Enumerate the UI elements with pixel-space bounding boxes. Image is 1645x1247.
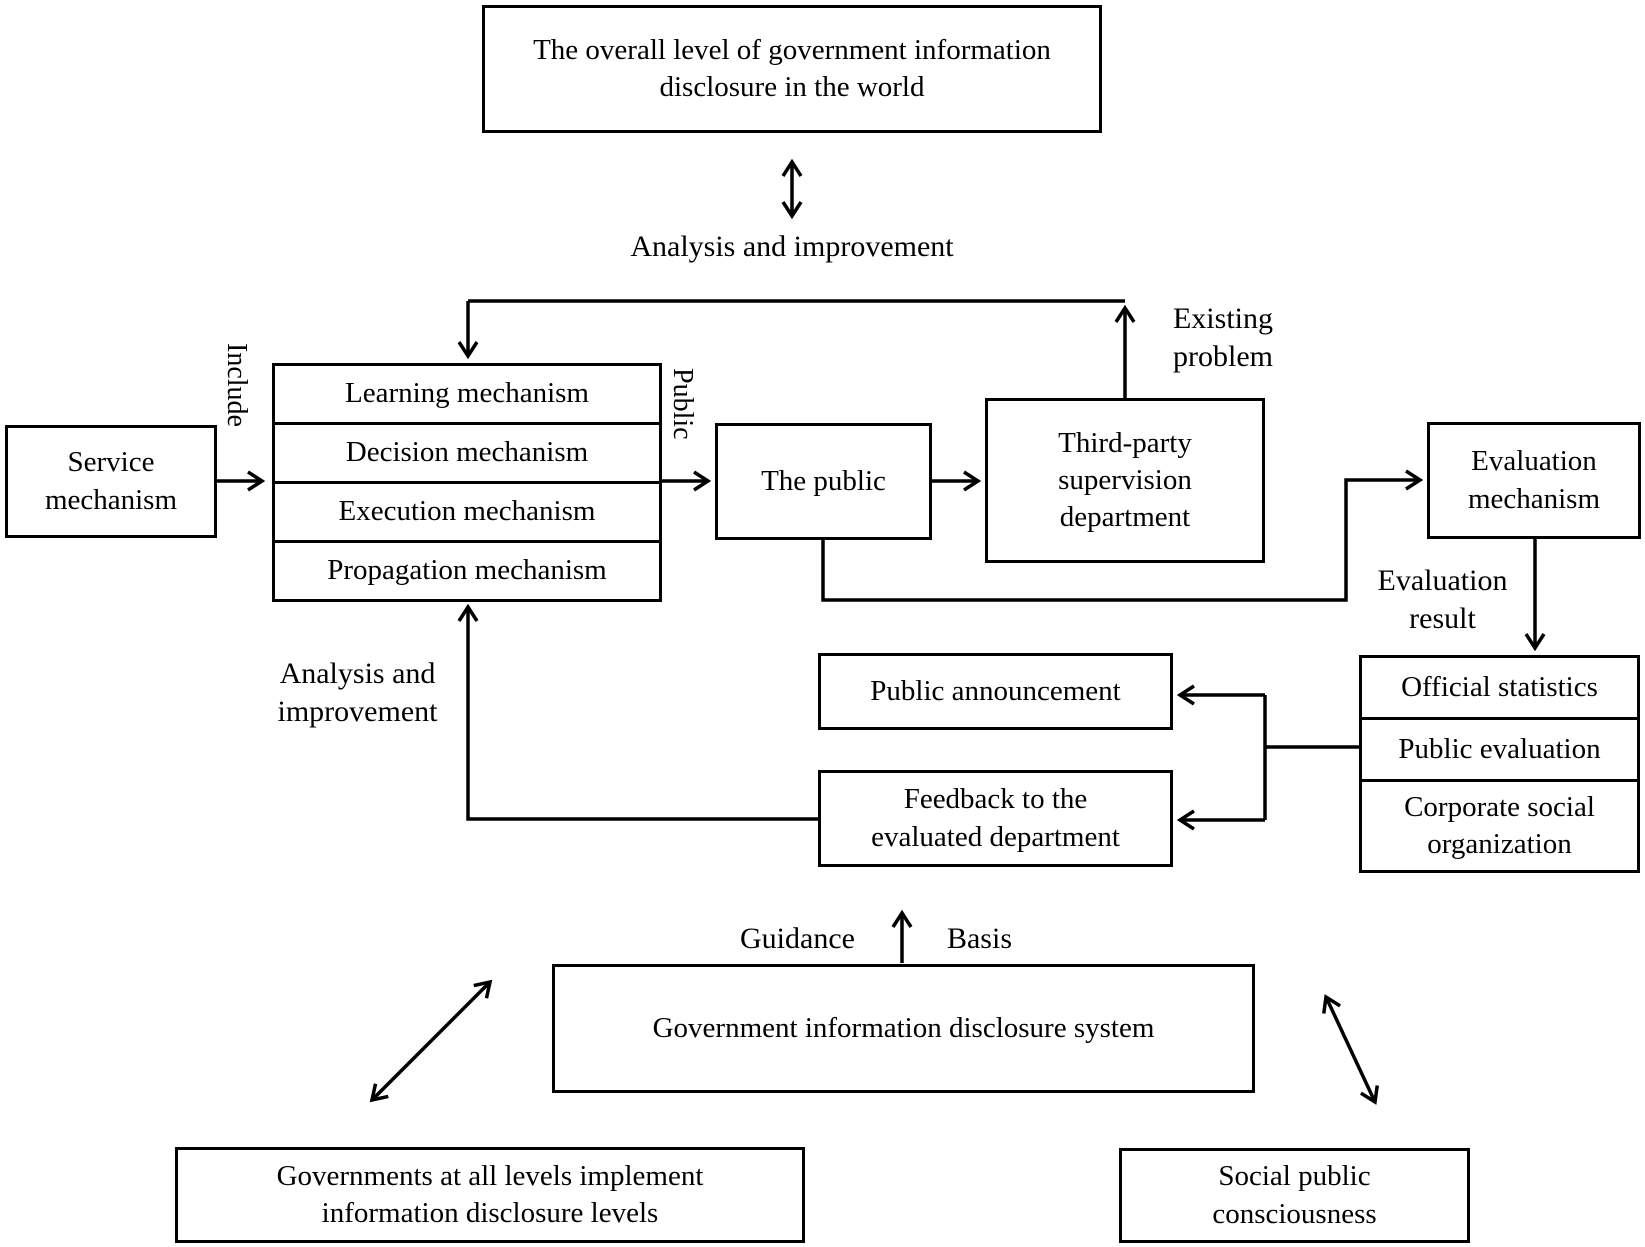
line-stats-connector bbox=[1265, 695, 1359, 820]
box-feedback-evaluated bbox=[818, 770, 1173, 867]
label-analysis-improvement-left: Analysis and improvement bbox=[277, 657, 438, 728]
label-analysis-improvement-top: Analysis and improvement bbox=[630, 230, 954, 263]
box-public-evaluation bbox=[1359, 717, 1640, 782]
box-learning-mechanism-text: Learning mechanism bbox=[345, 377, 589, 410]
box-feedback-evaluated-text: Feedback to the evaluated department bbox=[871, 783, 1120, 853]
box-propagation-mechanism-text: Propagation mechanism bbox=[327, 554, 607, 587]
arrow-diagonal-left bbox=[372, 982, 490, 1100]
box-gov-system bbox=[552, 964, 1255, 1093]
box-overall-level-text: The overall level of government information disclosure in the world bbox=[533, 33, 1051, 103]
box-execution-mechanism bbox=[272, 481, 662, 543]
box-public-announcement-text: Public announcement bbox=[870, 674, 1121, 707]
box-governments-all-levels bbox=[175, 1147, 805, 1243]
label-public: Public bbox=[667, 368, 698, 440]
box-service-mechanism bbox=[5, 425, 217, 538]
box-execution-mechanism-text: Execution mechanism bbox=[338, 495, 596, 528]
label-evaluation-result: Evaluation result bbox=[1377, 564, 1508, 635]
box-public-evaluation-text: Public evaluation bbox=[1398, 732, 1601, 765]
box-evaluation-mechanism-text: Evaluation mechanism bbox=[1467, 445, 1601, 515]
box-decision-mechanism bbox=[272, 422, 662, 484]
label-basis: Basis bbox=[946, 922, 1012, 955]
arrow-diagonal-right bbox=[1326, 997, 1375, 1102]
box-social-public-text: Social public consciousness bbox=[1212, 1160, 1377, 1230]
box-gov-system-text: Government information disclosure system bbox=[652, 1011, 1155, 1044]
box-evaluation-mechanism bbox=[1427, 422, 1641, 539]
arrow-feedback-stack bbox=[468, 607, 818, 819]
box-official-statistics-text: Official statistics bbox=[1401, 670, 1598, 703]
box-overall-level bbox=[482, 5, 1102, 133]
box-third-party-text: Third-party supervision department bbox=[1058, 426, 1192, 534]
label-existing-problem: Existing problem bbox=[1172, 302, 1273, 373]
box-the-public-text: The public bbox=[761, 464, 886, 497]
box-learning-mechanism bbox=[272, 363, 662, 425]
label-guidance: Guidance bbox=[740, 922, 855, 955]
box-governments-all-levels-text: Governments at all levels implement information disclosure levels bbox=[276, 1159, 704, 1229]
box-third-party bbox=[985, 398, 1265, 563]
box-official-statistics bbox=[1359, 655, 1640, 720]
box-service-mechanism-text: Service mechanism bbox=[44, 446, 178, 516]
box-decision-mechanism-text: Decision mechanism bbox=[345, 436, 589, 469]
box-propagation-mechanism bbox=[272, 540, 662, 602]
box-corporate-social-text: Corporate social organization bbox=[1404, 790, 1595, 860]
box-the-public bbox=[715, 423, 932, 540]
box-public-announcement bbox=[818, 653, 1173, 730]
label-include: Include bbox=[221, 343, 252, 427]
box-social-public bbox=[1119, 1148, 1470, 1243]
box-corporate-social bbox=[1359, 779, 1640, 873]
